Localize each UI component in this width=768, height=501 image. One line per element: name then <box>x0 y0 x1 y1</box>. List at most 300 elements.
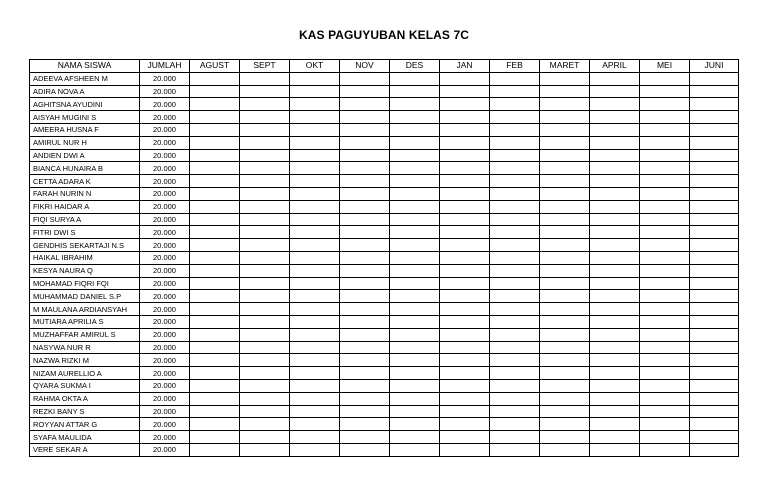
month-payment-cell[interactable] <box>640 354 690 367</box>
month-payment-cell[interactable] <box>340 405 390 418</box>
month-payment-cell[interactable] <box>590 123 640 136</box>
month-payment-cell[interactable] <box>240 226 290 239</box>
month-payment-cell[interactable] <box>240 405 290 418</box>
month-payment-cell[interactable] <box>340 149 390 162</box>
month-payment-cell[interactable] <box>340 72 390 85</box>
month-payment-cell[interactable] <box>640 405 690 418</box>
month-payment-cell[interactable] <box>240 149 290 162</box>
month-payment-cell[interactable] <box>690 379 739 392</box>
month-payment-cell[interactable] <box>590 303 640 316</box>
month-payment-cell[interactable] <box>590 392 640 405</box>
month-payment-cell[interactable] <box>540 175 590 188</box>
month-payment-cell[interactable] <box>240 213 290 226</box>
month-payment-cell[interactable] <box>240 379 290 392</box>
month-payment-cell[interactable] <box>690 187 739 200</box>
month-payment-cell[interactable] <box>590 290 640 303</box>
month-payment-cell[interactable] <box>640 85 690 98</box>
month-payment-cell[interactable] <box>690 405 739 418</box>
month-payment-cell[interactable] <box>540 264 590 277</box>
month-payment-cell[interactable] <box>590 405 640 418</box>
month-payment-cell[interactable] <box>540 251 590 264</box>
month-payment-cell[interactable] <box>390 367 440 380</box>
month-payment-cell[interactable] <box>290 379 340 392</box>
month-payment-cell[interactable] <box>690 315 739 328</box>
month-payment-cell[interactable] <box>440 392 490 405</box>
month-payment-cell[interactable] <box>590 239 640 252</box>
month-payment-cell[interactable] <box>190 200 240 213</box>
month-payment-cell[interactable] <box>340 392 390 405</box>
month-payment-cell[interactable] <box>540 85 590 98</box>
month-payment-cell[interactable] <box>440 187 490 200</box>
month-payment-cell[interactable] <box>290 303 340 316</box>
month-payment-cell[interactable] <box>440 290 490 303</box>
month-payment-cell[interactable] <box>190 264 240 277</box>
month-payment-cell[interactable] <box>440 367 490 380</box>
month-payment-cell[interactable] <box>690 418 739 431</box>
month-payment-cell[interactable] <box>290 98 340 111</box>
month-payment-cell[interactable] <box>390 85 440 98</box>
month-payment-cell[interactable] <box>640 328 690 341</box>
month-payment-cell[interactable] <box>290 264 340 277</box>
month-payment-cell[interactable] <box>590 443 640 456</box>
month-payment-cell[interactable] <box>590 418 640 431</box>
month-payment-cell[interactable] <box>290 328 340 341</box>
month-payment-cell[interactable] <box>640 264 690 277</box>
month-payment-cell[interactable] <box>590 162 640 175</box>
month-payment-cell[interactable] <box>290 405 340 418</box>
month-payment-cell[interactable] <box>390 136 440 149</box>
month-payment-cell[interactable] <box>440 98 490 111</box>
month-payment-cell[interactable] <box>340 264 390 277</box>
month-payment-cell[interactable] <box>690 149 739 162</box>
month-payment-cell[interactable] <box>240 136 290 149</box>
month-payment-cell[interactable] <box>390 405 440 418</box>
month-payment-cell[interactable] <box>340 418 390 431</box>
month-payment-cell[interactable] <box>340 85 390 98</box>
month-payment-cell[interactable] <box>640 303 690 316</box>
month-payment-cell[interactable] <box>690 162 739 175</box>
month-payment-cell[interactable] <box>490 303 540 316</box>
month-payment-cell[interactable] <box>190 303 240 316</box>
month-payment-cell[interactable] <box>540 72 590 85</box>
month-payment-cell[interactable] <box>690 136 739 149</box>
month-payment-cell[interactable] <box>240 187 290 200</box>
month-payment-cell[interactable] <box>640 136 690 149</box>
month-payment-cell[interactable] <box>340 162 390 175</box>
month-payment-cell[interactable] <box>440 251 490 264</box>
month-payment-cell[interactable] <box>540 431 590 444</box>
month-payment-cell[interactable] <box>440 213 490 226</box>
month-payment-cell[interactable] <box>490 405 540 418</box>
month-payment-cell[interactable] <box>640 251 690 264</box>
month-payment-cell[interactable] <box>390 315 440 328</box>
month-payment-cell[interactable] <box>440 418 490 431</box>
month-payment-cell[interactable] <box>490 290 540 303</box>
month-payment-cell[interactable] <box>490 98 540 111</box>
month-payment-cell[interactable] <box>690 392 739 405</box>
month-payment-cell[interactable] <box>440 149 490 162</box>
month-payment-cell[interactable] <box>190 162 240 175</box>
month-payment-cell[interactable] <box>240 354 290 367</box>
month-payment-cell[interactable] <box>640 277 690 290</box>
month-payment-cell[interactable] <box>640 418 690 431</box>
month-payment-cell[interactable] <box>490 251 540 264</box>
month-payment-cell[interactable] <box>440 85 490 98</box>
month-payment-cell[interactable] <box>440 175 490 188</box>
month-payment-cell[interactable] <box>540 418 590 431</box>
month-payment-cell[interactable] <box>490 277 540 290</box>
month-payment-cell[interactable] <box>690 251 739 264</box>
month-payment-cell[interactable] <box>490 354 540 367</box>
month-payment-cell[interactable] <box>440 264 490 277</box>
month-payment-cell[interactable] <box>240 162 290 175</box>
month-payment-cell[interactable] <box>190 85 240 98</box>
month-payment-cell[interactable] <box>690 303 739 316</box>
month-payment-cell[interactable] <box>490 111 540 124</box>
month-payment-cell[interactable] <box>640 443 690 456</box>
month-payment-cell[interactable] <box>240 443 290 456</box>
month-payment-cell[interactable] <box>240 175 290 188</box>
month-payment-cell[interactable] <box>390 290 440 303</box>
month-payment-cell[interactable] <box>490 72 540 85</box>
month-payment-cell[interactable] <box>640 187 690 200</box>
month-payment-cell[interactable] <box>440 239 490 252</box>
month-payment-cell[interactable] <box>340 315 390 328</box>
month-payment-cell[interactable] <box>640 392 690 405</box>
month-payment-cell[interactable] <box>340 367 390 380</box>
month-payment-cell[interactable] <box>490 226 540 239</box>
month-payment-cell[interactable] <box>190 136 240 149</box>
month-payment-cell[interactable] <box>390 443 440 456</box>
month-payment-cell[interactable] <box>390 187 440 200</box>
month-payment-cell[interactable] <box>640 111 690 124</box>
month-payment-cell[interactable] <box>690 443 739 456</box>
month-payment-cell[interactable] <box>290 315 340 328</box>
month-payment-cell[interactable] <box>640 315 690 328</box>
month-payment-cell[interactable] <box>440 303 490 316</box>
month-payment-cell[interactable] <box>390 213 440 226</box>
month-payment-cell[interactable] <box>340 251 390 264</box>
month-payment-cell[interactable] <box>640 290 690 303</box>
month-payment-cell[interactable] <box>190 418 240 431</box>
month-payment-cell[interactable] <box>540 443 590 456</box>
month-payment-cell[interactable] <box>540 239 590 252</box>
month-payment-cell[interactable] <box>340 277 390 290</box>
month-payment-cell[interactable] <box>590 136 640 149</box>
month-payment-cell[interactable] <box>190 354 240 367</box>
month-payment-cell[interactable] <box>640 367 690 380</box>
month-payment-cell[interactable] <box>290 187 340 200</box>
month-payment-cell[interactable] <box>240 111 290 124</box>
month-payment-cell[interactable] <box>340 290 390 303</box>
month-payment-cell[interactable] <box>390 175 440 188</box>
month-payment-cell[interactable] <box>590 277 640 290</box>
month-payment-cell[interactable] <box>340 328 390 341</box>
month-payment-cell[interactable] <box>490 85 540 98</box>
month-payment-cell[interactable] <box>390 98 440 111</box>
month-payment-cell[interactable] <box>440 431 490 444</box>
month-payment-cell[interactable] <box>440 328 490 341</box>
month-payment-cell[interactable] <box>490 123 540 136</box>
month-payment-cell[interactable] <box>390 111 440 124</box>
month-payment-cell[interactable] <box>490 175 540 188</box>
month-payment-cell[interactable] <box>190 379 240 392</box>
month-payment-cell[interactable] <box>590 341 640 354</box>
month-payment-cell[interactable] <box>290 418 340 431</box>
month-payment-cell[interactable] <box>290 85 340 98</box>
month-payment-cell[interactable] <box>440 162 490 175</box>
month-payment-cell[interactable] <box>540 303 590 316</box>
month-payment-cell[interactable] <box>340 98 390 111</box>
month-payment-cell[interactable] <box>590 200 640 213</box>
month-payment-cell[interactable] <box>590 85 640 98</box>
month-payment-cell[interactable] <box>490 418 540 431</box>
month-payment-cell[interactable] <box>440 354 490 367</box>
month-payment-cell[interactable] <box>540 123 590 136</box>
month-payment-cell[interactable] <box>390 251 440 264</box>
month-payment-cell[interactable] <box>340 175 390 188</box>
month-payment-cell[interactable] <box>490 187 540 200</box>
month-payment-cell[interactable] <box>240 418 290 431</box>
month-payment-cell[interactable] <box>640 149 690 162</box>
month-payment-cell[interactable] <box>340 213 390 226</box>
month-payment-cell[interactable] <box>290 149 340 162</box>
month-payment-cell[interactable] <box>390 72 440 85</box>
month-payment-cell[interactable] <box>590 379 640 392</box>
month-payment-cell[interactable] <box>390 200 440 213</box>
month-payment-cell[interactable] <box>640 379 690 392</box>
month-payment-cell[interactable] <box>640 213 690 226</box>
month-payment-cell[interactable] <box>390 379 440 392</box>
month-payment-cell[interactable] <box>540 162 590 175</box>
month-payment-cell[interactable] <box>290 277 340 290</box>
month-payment-cell[interactable] <box>690 264 739 277</box>
month-payment-cell[interactable] <box>640 200 690 213</box>
month-payment-cell[interactable] <box>490 367 540 380</box>
month-payment-cell[interactable] <box>440 277 490 290</box>
month-payment-cell[interactable] <box>690 175 739 188</box>
month-payment-cell[interactable] <box>290 72 340 85</box>
month-payment-cell[interactable] <box>440 315 490 328</box>
month-payment-cell[interactable] <box>490 328 540 341</box>
month-payment-cell[interactable] <box>390 264 440 277</box>
month-payment-cell[interactable] <box>340 123 390 136</box>
month-payment-cell[interactable] <box>190 405 240 418</box>
month-payment-cell[interactable] <box>390 418 440 431</box>
month-payment-cell[interactable] <box>440 136 490 149</box>
month-payment-cell[interactable] <box>290 111 340 124</box>
month-payment-cell[interactable] <box>340 354 390 367</box>
month-payment-cell[interactable] <box>390 123 440 136</box>
month-payment-cell[interactable] <box>440 72 490 85</box>
month-payment-cell[interactable] <box>490 392 540 405</box>
month-payment-cell[interactable] <box>590 354 640 367</box>
month-payment-cell[interactable] <box>240 85 290 98</box>
month-payment-cell[interactable] <box>190 72 240 85</box>
month-payment-cell[interactable] <box>190 239 240 252</box>
month-payment-cell[interactable] <box>390 149 440 162</box>
month-payment-cell[interactable] <box>340 341 390 354</box>
month-payment-cell[interactable] <box>490 443 540 456</box>
month-payment-cell[interactable] <box>490 213 540 226</box>
month-payment-cell[interactable] <box>390 162 440 175</box>
month-payment-cell[interactable] <box>490 149 540 162</box>
month-payment-cell[interactable] <box>590 431 640 444</box>
month-payment-cell[interactable] <box>190 187 240 200</box>
month-payment-cell[interactable] <box>190 98 240 111</box>
month-payment-cell[interactable] <box>190 443 240 456</box>
month-payment-cell[interactable] <box>240 431 290 444</box>
month-payment-cell[interactable] <box>540 187 590 200</box>
month-payment-cell[interactable] <box>190 175 240 188</box>
month-payment-cell[interactable] <box>340 111 390 124</box>
month-payment-cell[interactable] <box>340 187 390 200</box>
month-payment-cell[interactable] <box>240 200 290 213</box>
month-payment-cell[interactable] <box>490 431 540 444</box>
month-payment-cell[interactable] <box>290 226 340 239</box>
month-payment-cell[interactable] <box>690 213 739 226</box>
month-payment-cell[interactable] <box>690 277 739 290</box>
month-payment-cell[interactable] <box>390 277 440 290</box>
month-payment-cell[interactable] <box>340 379 390 392</box>
month-payment-cell[interactable] <box>390 328 440 341</box>
month-payment-cell[interactable] <box>590 251 640 264</box>
month-payment-cell[interactable] <box>290 123 340 136</box>
month-payment-cell[interactable] <box>190 431 240 444</box>
month-payment-cell[interactable] <box>490 239 540 252</box>
month-payment-cell[interactable] <box>240 303 290 316</box>
month-payment-cell[interactable] <box>590 175 640 188</box>
month-payment-cell[interactable] <box>440 405 490 418</box>
month-payment-cell[interactable] <box>290 175 340 188</box>
month-payment-cell[interactable] <box>440 443 490 456</box>
month-payment-cell[interactable] <box>690 431 739 444</box>
month-payment-cell[interactable] <box>540 213 590 226</box>
month-payment-cell[interactable] <box>340 136 390 149</box>
month-payment-cell[interactable] <box>590 213 640 226</box>
month-payment-cell[interactable] <box>640 72 690 85</box>
month-payment-cell[interactable] <box>440 200 490 213</box>
month-payment-cell[interactable] <box>540 315 590 328</box>
month-payment-cell[interactable] <box>490 315 540 328</box>
month-payment-cell[interactable] <box>640 162 690 175</box>
month-payment-cell[interactable] <box>240 341 290 354</box>
month-payment-cell[interactable] <box>540 354 590 367</box>
month-payment-cell[interactable] <box>440 341 490 354</box>
month-payment-cell[interactable] <box>240 264 290 277</box>
month-payment-cell[interactable] <box>690 98 739 111</box>
month-payment-cell[interactable] <box>590 367 640 380</box>
month-payment-cell[interactable] <box>690 239 739 252</box>
month-payment-cell[interactable] <box>190 213 240 226</box>
month-payment-cell[interactable] <box>240 277 290 290</box>
month-payment-cell[interactable] <box>540 405 590 418</box>
month-payment-cell[interactable] <box>590 98 640 111</box>
month-payment-cell[interactable] <box>690 367 739 380</box>
month-payment-cell[interactable] <box>540 136 590 149</box>
month-payment-cell[interactable] <box>590 149 640 162</box>
month-payment-cell[interactable] <box>190 251 240 264</box>
month-payment-cell[interactable] <box>590 111 640 124</box>
month-payment-cell[interactable] <box>540 98 590 111</box>
month-payment-cell[interactable] <box>490 162 540 175</box>
month-payment-cell[interactable] <box>190 123 240 136</box>
month-payment-cell[interactable] <box>190 328 240 341</box>
month-payment-cell[interactable] <box>340 303 390 316</box>
month-payment-cell[interactable] <box>640 341 690 354</box>
month-payment-cell[interactable] <box>540 392 590 405</box>
month-payment-cell[interactable] <box>640 239 690 252</box>
month-payment-cell[interactable] <box>290 367 340 380</box>
month-payment-cell[interactable] <box>190 290 240 303</box>
month-payment-cell[interactable] <box>690 72 739 85</box>
month-payment-cell[interactable] <box>590 226 640 239</box>
month-payment-cell[interactable] <box>190 341 240 354</box>
month-payment-cell[interactable] <box>240 315 290 328</box>
month-payment-cell[interactable] <box>440 379 490 392</box>
month-payment-cell[interactable] <box>690 354 739 367</box>
month-payment-cell[interactable] <box>690 85 739 98</box>
month-payment-cell[interactable] <box>290 213 340 226</box>
month-payment-cell[interactable] <box>340 239 390 252</box>
month-payment-cell[interactable] <box>340 443 390 456</box>
month-payment-cell[interactable] <box>240 72 290 85</box>
month-payment-cell[interactable] <box>590 264 640 277</box>
month-payment-cell[interactable] <box>540 277 590 290</box>
month-payment-cell[interactable] <box>190 367 240 380</box>
month-payment-cell[interactable] <box>290 136 340 149</box>
month-payment-cell[interactable] <box>690 123 739 136</box>
month-payment-cell[interactable] <box>590 187 640 200</box>
month-payment-cell[interactable] <box>240 239 290 252</box>
month-payment-cell[interactable] <box>540 379 590 392</box>
month-payment-cell[interactable] <box>290 251 340 264</box>
month-payment-cell[interactable] <box>390 354 440 367</box>
month-payment-cell[interactable] <box>690 226 739 239</box>
month-payment-cell[interactable] <box>590 328 640 341</box>
month-payment-cell[interactable] <box>240 123 290 136</box>
month-payment-cell[interactable] <box>190 315 240 328</box>
month-payment-cell[interactable] <box>290 354 340 367</box>
month-payment-cell[interactable] <box>540 341 590 354</box>
month-payment-cell[interactable] <box>590 315 640 328</box>
month-payment-cell[interactable] <box>290 200 340 213</box>
month-payment-cell[interactable] <box>290 431 340 444</box>
month-payment-cell[interactable] <box>440 226 490 239</box>
month-payment-cell[interactable] <box>390 226 440 239</box>
month-payment-cell[interactable] <box>640 431 690 444</box>
month-payment-cell[interactable] <box>690 200 739 213</box>
month-payment-cell[interactable] <box>190 149 240 162</box>
month-payment-cell[interactable] <box>240 328 290 341</box>
month-payment-cell[interactable] <box>540 367 590 380</box>
month-payment-cell[interactable] <box>240 367 290 380</box>
month-payment-cell[interactable] <box>290 341 340 354</box>
month-payment-cell[interactable] <box>590 72 640 85</box>
month-payment-cell[interactable] <box>640 175 690 188</box>
month-payment-cell[interactable] <box>690 290 739 303</box>
month-payment-cell[interactable] <box>240 392 290 405</box>
month-payment-cell[interactable] <box>190 111 240 124</box>
month-payment-cell[interactable] <box>440 111 490 124</box>
month-payment-cell[interactable] <box>240 98 290 111</box>
month-payment-cell[interactable] <box>340 226 390 239</box>
month-payment-cell[interactable] <box>490 341 540 354</box>
month-payment-cell[interactable] <box>190 226 240 239</box>
month-payment-cell[interactable] <box>190 277 240 290</box>
month-payment-cell[interactable] <box>290 239 340 252</box>
month-payment-cell[interactable] <box>490 379 540 392</box>
